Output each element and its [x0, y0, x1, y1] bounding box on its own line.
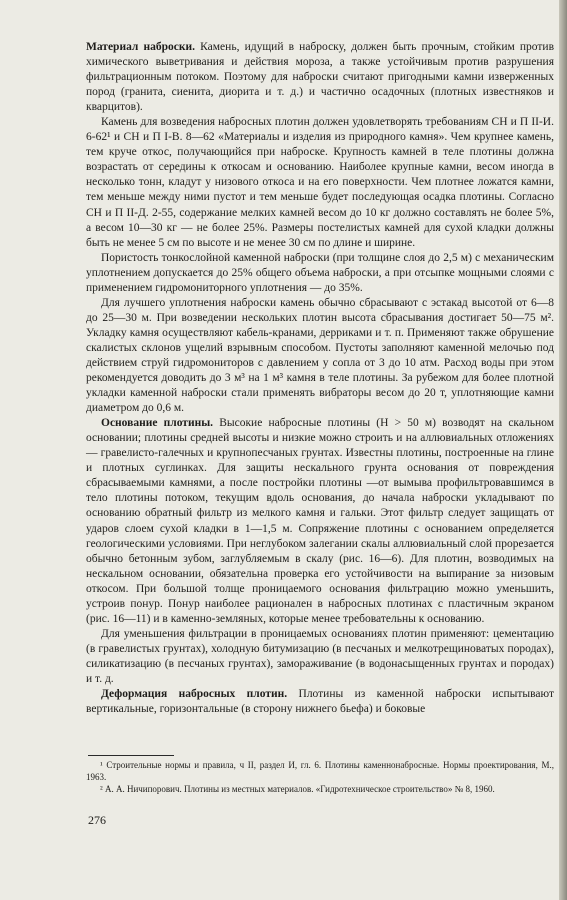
- paragraph-compaction: [86, 296, 554, 416]
- paragraph-text: Плотины из каменной наброски испытывают вертикальные, горизонтальные (в сторону нижнего бьефа) и боковые: [86, 688, 554, 716]
- footnote-2: ² А. А. Ничипорович. Плотины из местных материалов. «Гидротехническое строительство» № 8, 1960.: [100, 784, 495, 794]
- heading-deformation: Деформация набросных плотин.: [101, 688, 288, 701]
- footnotes: [86, 759, 554, 795]
- page-number: 276: [88, 813, 106, 827]
- paragraph-filtration: [86, 627, 554, 687]
- paragraph-deformation: [86, 687, 554, 717]
- paragraph-stone-requirements: [86, 115, 554, 250]
- footnote-divider: [88, 755, 174, 756]
- paragraph-text: Для уменьшения фильтрации в проницаемых основаниях плотин применяют: цементацию (в гравелистых грунтах), холодную битумизацию (в песчаных и мелкотрещиноватых породах), силикатизацию (в песчаных грунтах), замораживание (в водонасыщенных грунтах и породах) и т. д.: [86, 627, 554, 685]
- paragraph-text: Камень, идущий в наброску, должен быть прочным, стойким против химического выветривания и действия мороза, а также устойчивым против разрушения фильтрационным потоком. Поэтому для наброски считают пригодными камни изверженных пород (гранита, сиенита, диорита и т. д.) и частично осадочных (плотных известняков и кварцитов).: [86, 41, 555, 114]
- heading-foundation: Основание плотины.: [101, 417, 214, 430]
- paragraph-text: Для лучшего уплотнения наброски камень обычно сбрасывают с эстакад высотой от 6—8 до 25—30 м. При возведении нескольких плотин высота сбрасывания достигает 50—75 м². Укладку камня осуществляют кабель-кранами, дерриками и т. п. Применяют также обрушение скалистых склонов ущелий взрывным способом. Пустоты заполняют каменной мелочью под действием струй гидромониторов с давлением у сопла от 3 до 10 атм. Расход воды при этом рекомендуется доводить до 3 м³ на 1 м³ камня в теле плотины. За рубежом для более плотной укладки каменной наброски стали применять вибраторы весом до 20 т, уплотняющие камни диаметром до 0,6 м.: [86, 296, 554, 415]
- body-text: [86, 40, 554, 717]
- paragraph-text: Высокие набросные плотины (Н > 50 м) возводят на скальном основании; плотины средней высоты и низкие можно строить и на аллювиальных отложениях — гравелисто-галечных и крупнопесчаных грунтах. Известны плотины, построенные на глине и плотных суглинках. Для защиты нескального грунта основания от повреждения сбрасываемыми камнями, а после постройки плотины —от вымыва профильтровавшимся в тело плотины потоком, текущим вдоль основания, до начала наброски укладывают по основанию обратный фильтр из мелкого камня и гальки. Этот фильтр следует защищать от ударов слоем сухой кладки в 1—1,5 м. Сопряжение плотины с основанием определяется геологическими условиями. При неглубоком залегании скалы аллювиальный слой прорезается обычно бетонным зубом, заглубляемым в скалу (рис. 16—6). Для плотин, возводимых на нескальном основании, обязательна проверка его устойчивости на выпирание за низовым откосом. При большой толще проницаемого основания фильтрацию можно уменьшить, устроив понур. Понур наиболее рационален в набросных плотинах с пластичным экраном (рис. 16—11) и в каменно-земляных, которые менее требовательны к основанию.: [86, 417, 554, 625]
- heading-material: Материал наброски.: [86, 41, 196, 53]
- paragraph-foundation: [86, 416, 554, 627]
- paragraph-text: Пористость тонкослойной каменной наброски (при толщине слоя до 2,5 м) с механическим уплотнением допускается до 25% общего объема наброски, а при отсыпке мощными слоями с применением гидромониторного уплотнения — до 35%.: [86, 251, 554, 294]
- paragraph-text: Камень для возведения набросных плотин должен удовлетворять требованиям СН и П II-И. 6-62¹ и СН и П I-В. 8—62 «Материалы и изделия из природного камня». Чем крупнее камень, тем круче откос, получающийся при наброске. Крупность камней в теле плотины должна возрастать от середины к откосам и основанию. Наиболее крупные камни, весом иногда в несколько тонн, кладут у низового откоса и на его поверхности. Чем плотнее ложатся камни, тем меньше между ними пустот и тем меньше будет последующая осадка плотины. Согласно СН и П II-Д. 2-55, содержание мелких камней весом до 10 кг должно составлять не более 5%, а весом 10—30 кг — не более 25%. Размеры постелистых камней для сухой кладки должны быть не менее 5 см по высоте и не менее 30 см по длине и ширине.: [86, 116, 554, 249]
- footnote-1: ¹ Строительные нормы и правила, ч II, раздел И, гл. 6. Плотины каменнонабросные. Нормы проектирования, М., 1963.: [86, 760, 554, 782]
- paragraph-material: [86, 40, 554, 115]
- page-edge-shadow: [559, 0, 567, 900]
- paragraph-porosity: [86, 251, 554, 296]
